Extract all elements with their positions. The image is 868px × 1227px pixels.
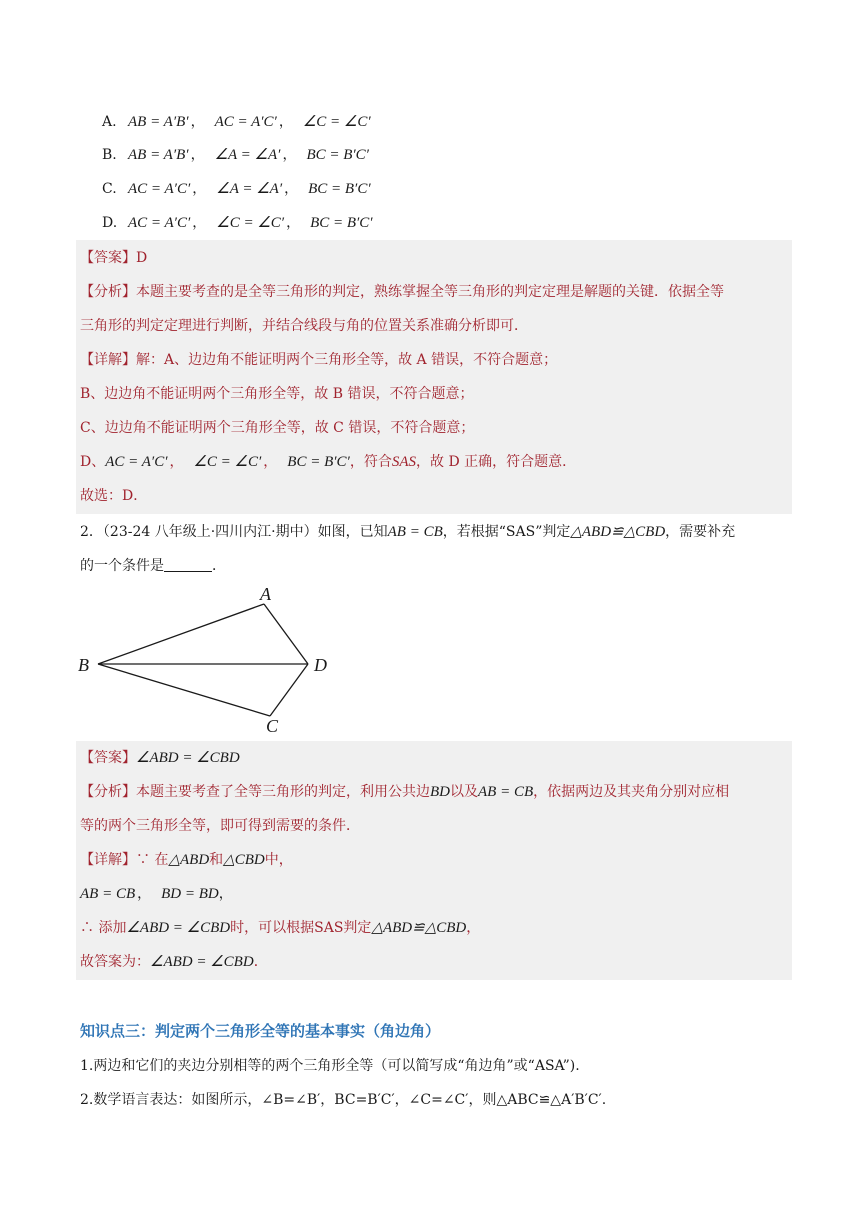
q1-answer: 【答案】D bbox=[80, 250, 148, 266]
q1-detail-line-1: 【详解】解：A、边边角不能证明两个三角形全等，故 A 错误，不符合题意； bbox=[80, 352, 558, 368]
q2-detail-line-4: 故答案为：∠ABD = ∠CBD． bbox=[80, 954, 268, 970]
q1-detail-line-4: D、AC = A′C′ ， ∠C = ∠C′ ， BC = B′C′，符合SAS，故 D 正确，符合题意． bbox=[80, 454, 577, 470]
section-point-1: 1.两边和它们的夹边分别相等的两个三角形全等（可以简写成“角边角”或“ASA”). bbox=[80, 1058, 580, 1074]
q2-analysis-line-2: 等的两个三角形全等，即可得到需要的条件． bbox=[80, 818, 360, 834]
section-point-2: 2.数学语言表达：如图所示，∠B=∠B′，BC=B′C′，∠C=∠C′，则△ABC≌△A′B′C′. bbox=[80, 1092, 607, 1108]
quadrilateral-figure bbox=[70, 580, 350, 740]
option-b: B. AB = A′B′ ， ∠A = ∠A′ ， BC = B′C′ bbox=[102, 147, 369, 163]
q2-detail-line-1: 【详解】∵ 在△ABD和△CBD中， bbox=[80, 852, 293, 868]
vertex-label-b: B bbox=[78, 655, 89, 675]
section-heading: 知识点三：判定两个三角形全等的基本事实（角边角） bbox=[80, 1022, 441, 1040]
q1-analysis-line-1: 【分析】本题主要考查的是全等三角形的判定，熟练掌握全等三角形的判定定理是解题的关键．依据全等 bbox=[80, 284, 724, 300]
segment-bc bbox=[98, 664, 270, 716]
vertex-label-c: C bbox=[266, 716, 279, 736]
q1-analysis-line-2: 三角形的判定定理进行判断，并结合线段与角的位置关系准确分析即可． bbox=[80, 318, 528, 334]
q2-analysis-line-1: 【分析】本题主要考查了全等三角形的判定，利用公共边BD以及AB = CB，依据两边及其夹角分别对应相 bbox=[80, 784, 730, 800]
q2-question-line-2: 的一个条件是 ． bbox=[80, 558, 226, 574]
answer-blank bbox=[164, 557, 212, 572]
q2-detail-line-2: AB = CB ， BD = BD， bbox=[80, 886, 233, 902]
segment-cd bbox=[270, 664, 308, 716]
q2-answer: 【答案】∠ABD = ∠CBD bbox=[80, 750, 240, 766]
vertex-label-d: D bbox=[314, 655, 327, 675]
segment-ba bbox=[98, 604, 264, 664]
vertex-label-a: A bbox=[260, 584, 271, 604]
q1-detail-line-2: B、边边角不能证明两个三角形全等，故 B 错误，不符合题意； bbox=[80, 386, 474, 402]
segment-ad bbox=[264, 604, 308, 664]
option-d: D. AC = A′C′ ， ∠C = ∠C′ ， BC = B′C′ bbox=[102, 215, 373, 231]
q2-detail-line-3: ∴ 添加∠ABD = ∠CBD时，可以根据SAS判定△ABD≌△CBD， bbox=[80, 920, 481, 936]
q2-question-line-1: 2．（23-24 八年级上·四川内江·期中）如图，已知AB = CB，若根据“SAS”判定△ABD≌△CBD，需要补充 bbox=[80, 524, 736, 540]
q1-detail-line-3: C、边边角不能证明两个三角形全等，故 C 错误，不符合题意； bbox=[80, 420, 475, 436]
option-a: A. AB = A′B′ ， AC = A′C′ ， ∠C = ∠C′ bbox=[102, 114, 371, 130]
q1-choose: 故选：D． bbox=[80, 488, 148, 504]
option-c: C. AC = A′C′ ， ∠A = ∠A′ ， BC = B′C′ bbox=[102, 181, 371, 197]
